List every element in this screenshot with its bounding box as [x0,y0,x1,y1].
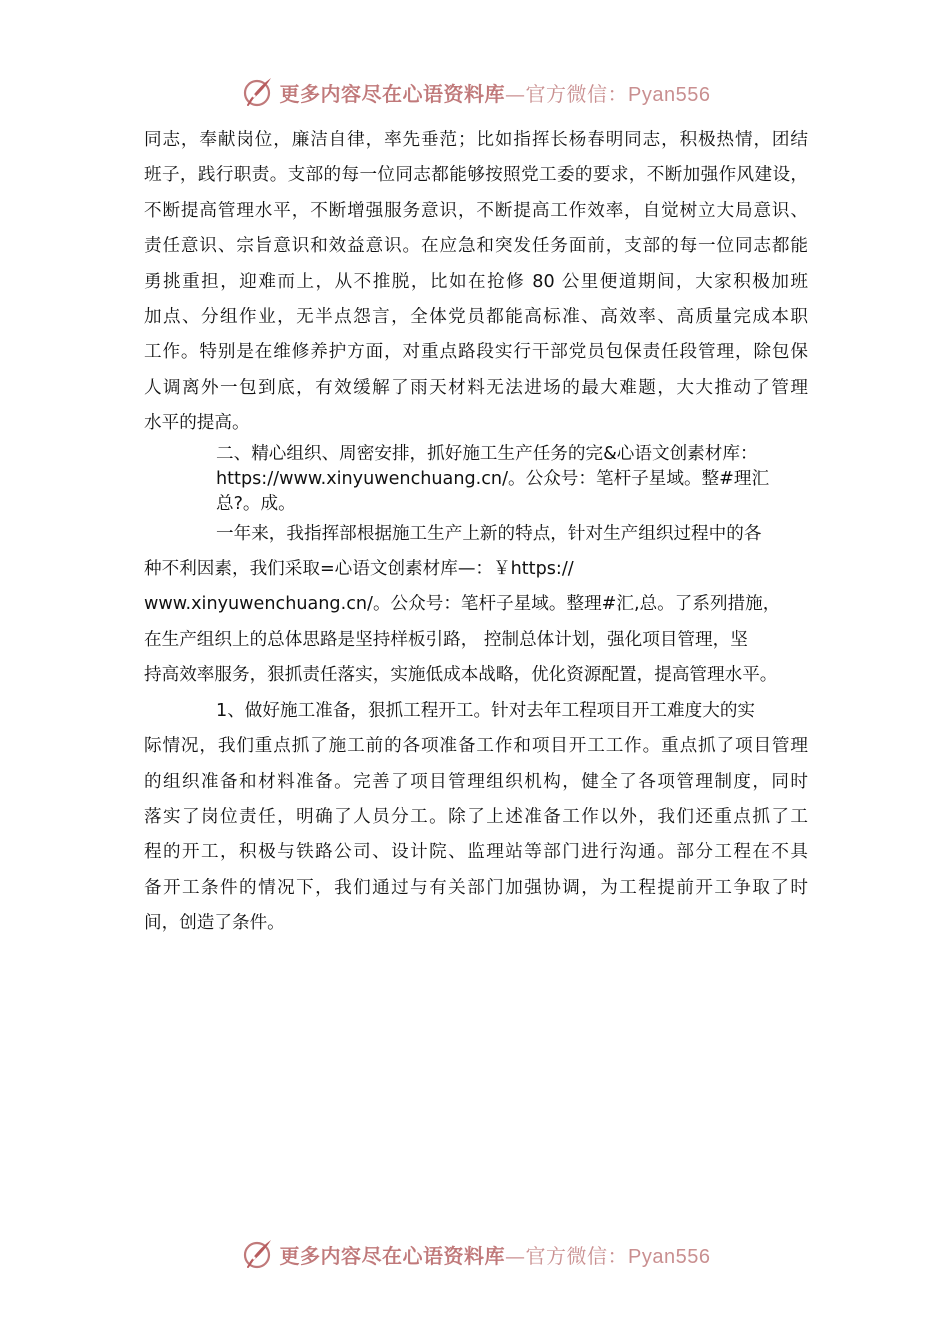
text-line: 一年来，我指挥部根据施工生产上新的特点，针对生产组织过程中的各 [216,523,762,544]
footer-banner-text [280,1240,711,1269]
banner-wechat-id: Pyan556 [628,1245,711,1268]
text-line: 际情况，我们重点抓了施工前的各项准备工作和项目开工工作。重点抓了项目管理 [144,736,808,757]
text-line: 责任意识、宗旨意识和效益意识。在应急和突发任务面前，支部的每一位同志都能 [144,236,808,257]
footer-banner [0,1232,950,1276]
heading-line: https://www.xinyuwenchuang.cn/。公众号：笔杆子星域。整#理汇 [216,468,770,489]
text-line: 种不利因素，我们采取=心语文创素材库—：￥https:// [144,559,574,580]
text-line: www.xinyuwenchuang.cn/。公众号：笔杆子星域。整理#汇,总。了系列措施， [144,594,781,615]
section-heading-2 [144,442,808,517]
text-line: 勇挑重担，迎难而上，从不推脱，比如在抢修 80 公里便道期间，大家积极加班 [144,271,808,292]
text-line: 在生产组织上的总体思路是坚持样板引路， 控制总体计划，强化项目管理，坚 [144,629,748,650]
text-line: 程的开工，积极与铁路公司、设计院、监理站等部门进行沟通。部分工程在不具 [144,842,808,863]
text-line: 加点、分组作业，无半点怨言，全体党员都能高标准、高效率、高质量完成本职 [144,307,808,328]
text-line: 不断提高管理水平，不断增强服务意识，不断提高工作效率，自觉树立大局意识、 [144,200,808,221]
document-body [144,123,808,942]
banner-separator: — [505,1243,526,1268]
heading-line: 总?。成。 [216,493,296,514]
text-line: 持高效率服务，狠抓责任落实，实施低成本战略，优化资源配置，提高管理水平。 [144,665,778,686]
banner-wechat-label: 官方微信： [525,1243,629,1268]
paragraph-1 [144,123,808,442]
paragraph-2 [144,517,808,694]
banner-wechat-label: 官方微信： [525,81,629,106]
banner-title: 更多内容尽在心语资料库 [279,81,506,106]
text-line: 落实了岗位责任，明确了人员分工。除了上述准备工作以外，我们还重点抓了工 [144,806,808,827]
banner-title: 更多内容尽在心语资料库 [279,1243,506,1268]
text-line: 水平的提高。 [144,413,250,434]
text-line: 同志，奉献岗位，廉洁自律，率先垂范；比如指挥长杨春明同志，积极热情，团结 [144,130,808,150]
paragraph-3 [144,694,808,942]
text-line: 工作。特别是在维修养护方面，对重点路段实行干部党员包保责任段管理，除包保 [144,342,808,363]
text-line: 1、做好施工准备，狠抓工程开工。针对去年工程项目开工难度大的实 [216,700,756,721]
quill-pen-logo-icon [240,1236,276,1272]
text-line: 间，创造了条件。 [144,913,285,934]
banner-separator: — [505,81,526,106]
text-line: 班子，践行职责。支部的每一位同志都能够按照党工委的要求，不断加强作风建设， [144,165,808,186]
text-line: 的组织准备和材料准备。完善了项目管理组织机构，健全了各项管理制度，同时 [144,771,808,792]
text-line: 备开工条件的情况下，我们通过与有关部门加强协调，为工程提前开工争取了时 [144,877,808,898]
quill-pen-logo-icon [240,74,276,110]
text-line: 人调离外一包到底，有效缓解了雨天材料无法进场的最大难题，大大推动了管理 [144,377,808,398]
header-banner [0,70,950,114]
banner-wechat-id: Pyan556 [628,83,711,106]
header-banner-text [280,78,711,107]
heading-line: 二、精心组织、周密安排，抓好施工生产任务的完&心语文创素材库： [216,443,758,464]
